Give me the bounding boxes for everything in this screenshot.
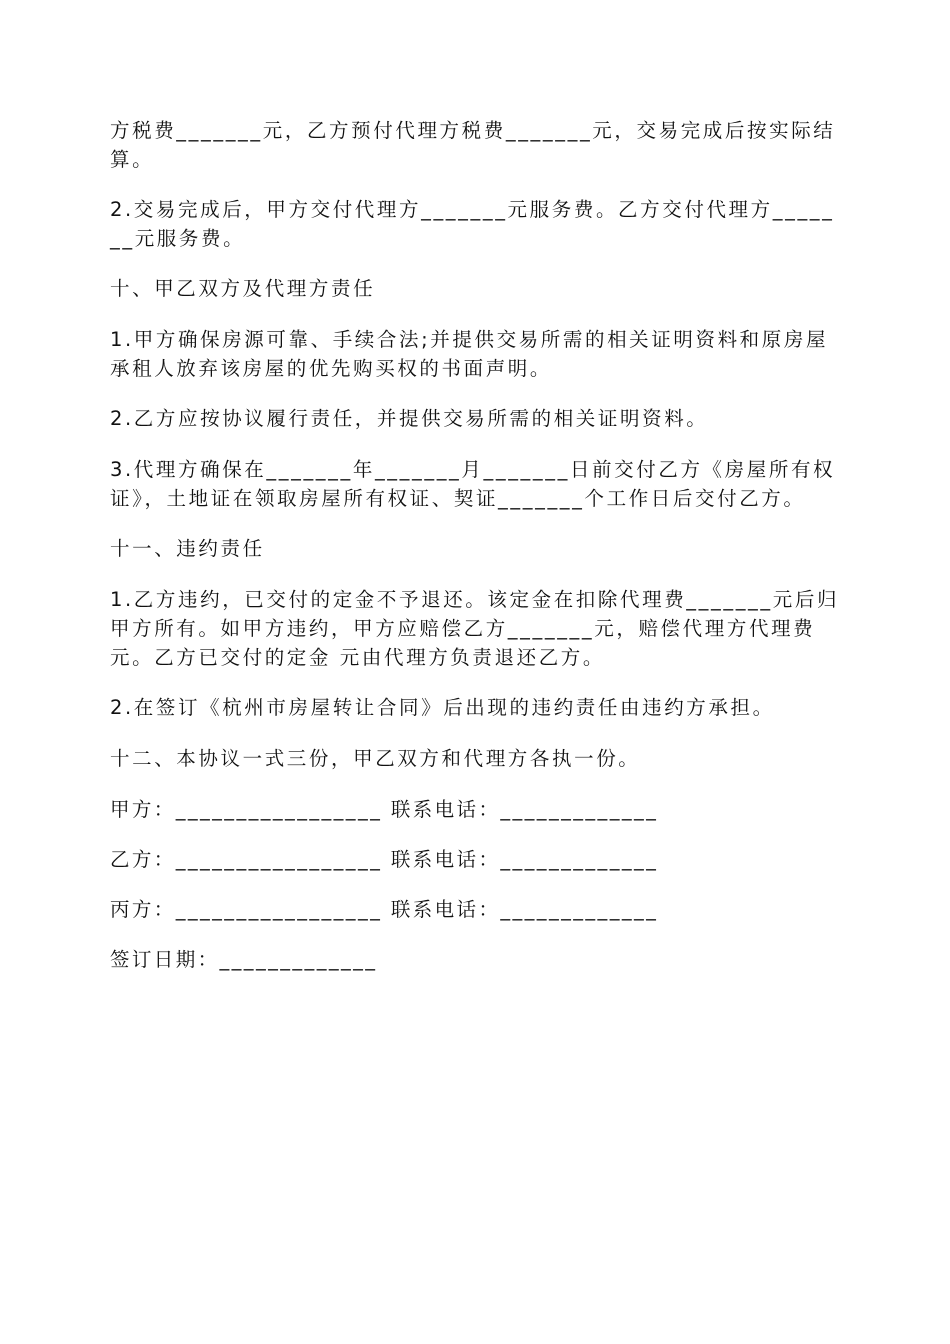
signature-line-party-b: 乙方：_________________ 联系电话：_____________ <box>110 848 659 871</box>
contract-page <box>110 116 842 995</box>
signing-date-line: 签订日期：_____________ <box>110 948 378 971</box>
section-heading-breach: 十一、违约责任 <box>110 537 265 560</box>
paragraph-breach-after-signing: 2.在签订《杭州市房屋转让合同》后出现的违约责任由违约方承担。 <box>110 696 775 719</box>
paragraph-agent-responsibility: 3.代理方确保在_______年_______月_______日前交付乙方《房屋所有权证》，土地证在领取房屋所有权证、契证_______个工作日后交付乙方。 <box>110 458 836 510</box>
paragraph-party-b-responsibility: 2.乙方应按协议履行责任，并提供交易所需的相关证明资料。 <box>110 407 709 430</box>
section-heading-copies: 十二、本协议一式三份，甲乙双方和代理方各执一份。 <box>110 747 641 770</box>
paragraph-tax-fees: 方税费_______元，乙方预付代理方税费_______元，交易完成后按实际结算。 <box>110 119 836 171</box>
signature-line-party-a: 甲方：_________________ 联系电话：_____________ <box>110 798 659 821</box>
paragraph-service-fees: 2.交易完成后，甲方交付代理方_______元服务费。乙方交付代理方_______元服务费。 <box>110 198 835 250</box>
section-heading-responsibilities: 十、甲乙双方及代理方责任 <box>110 277 376 300</box>
paragraph-breach-terms: 1.乙方违约，已交付的定金不予退还。该定金在扣除代理费_______元后归甲方所有。如甲方违约，甲方应赔偿乙方_______元，赔偿代理方代理费元。乙方已交付的定金 元由代理方负责退还乙方。 <box>110 588 840 669</box>
signature-line-party-c: 丙方：_________________ 联系电话：_____________ <box>110 898 659 921</box>
paragraph-party-a-responsibility: 1.甲方确保房源可靠、手续合法;并提供交易所需的相关证明资料和原房屋承租人放弃该房屋的优先购买权的书面声明。 <box>110 328 829 380</box>
